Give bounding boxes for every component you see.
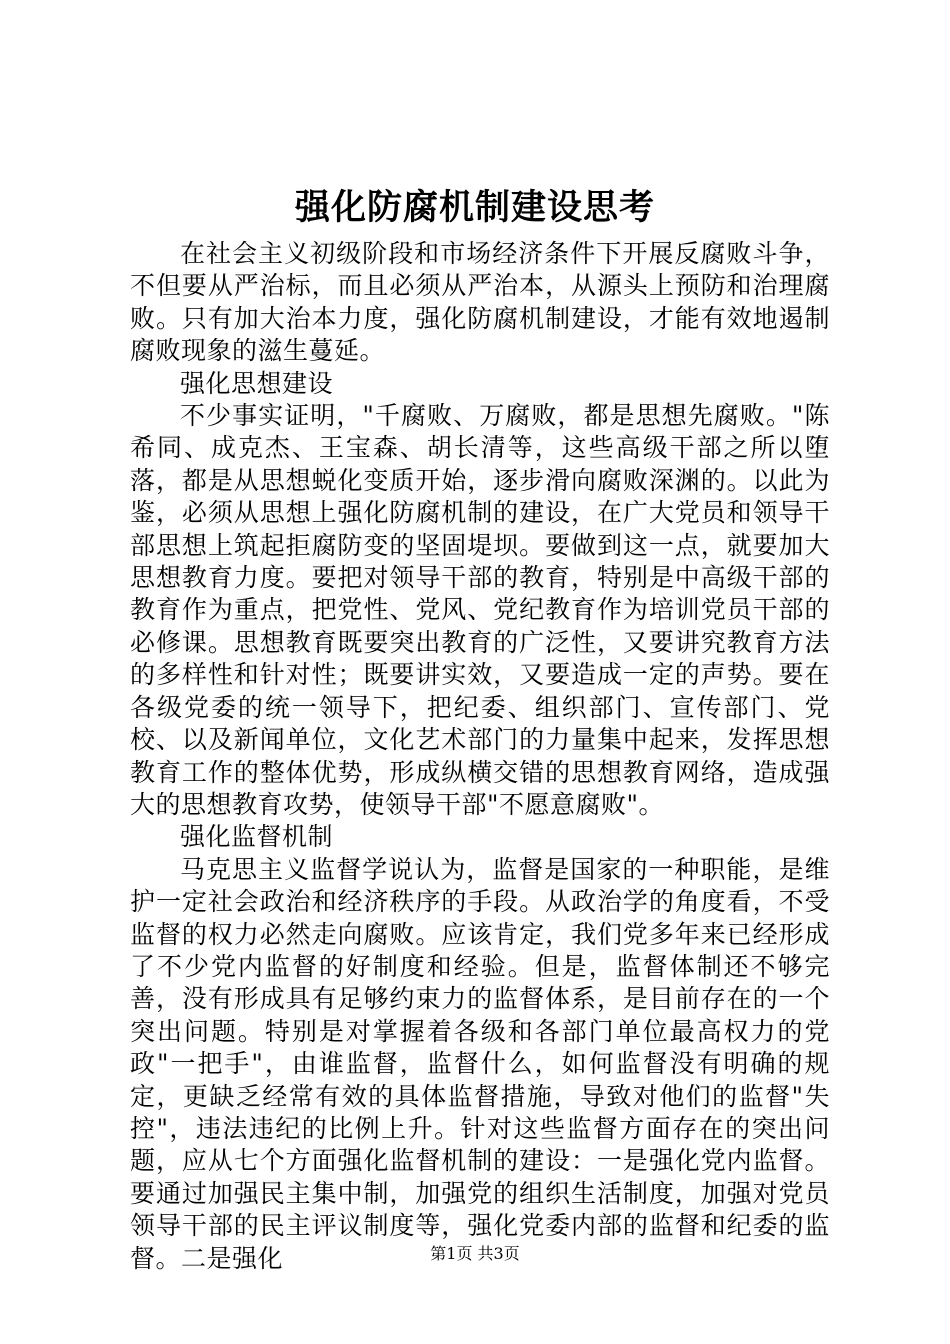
section-heading-thought: 强化思想建设 [180,368,334,398]
section-text-supervision: 马克思主义监督学说认为，监督是国家的一种职能，是维护一定社会政治和经济秩序的手段。从政治学的角度看，不受监督的权力必然走向腐败。应该肯定，我们党多年来已经形成了不少党内监督的好制度和经验。但是，监督体制还不够完善，没有形成具有足够约束力的监督体系，是目前存在的一个突出问题。特别是对掌握着各级和各部门单位最高权力的党政"一把手"，由谁监督，监督什么，如何监督没有明确的规定，更缺乏经常有效的具体监督措施，导致对他们的监督"失控"，违法违纪的比例上升。针对这些监督方面存在的突出问题，应从七个方面强化监督机制的建设：一是强化党内监督。要通过加强民主集中制，加强党的组织生活制度，加强对党员领导干部的民主评议制度等，强化党委内部的监督和纪委的监督。二是强化 [130,854,830,1273]
section-text-thought: 不少事实证明，"千腐败、万腐败，都是思想先腐败。"陈希同、成克杰、王宝森、胡长清等，这些高级干部之所以堕落，都是从思想蜕化变质开始，逐步滑向腐败深渊的。以此为鉴，必须从思想上强化防腐机制的建设，在广大党员和领导干部思想上筑起拒腐防变的坚固堤坝。要做到这一点，就要加大思想教育力度。要把对领导干部的教育，特别是中高级干部的教育作为重点，把党性、党风、党纪教育作为培训党员干部的必修课。思想教育既要突出教育的广泛性，又要讲究教育方法的多样性和针对性；既要讲实效，又要造成一定的声势。要在各级党委的统一领导下，把纪委、组织部门、宣传部门、党校、以及新闻单位，文化艺术部门的力量集中起来，发挥思想教育工作的整体优势，形成纵横交错的思想教育网络，造成强大的思想教育攻势，使领导干部"不愿意腐败"。 [130,401,830,819]
document-body [130,238,830,1275]
page-footer: 第1页 共3页 [430,1244,520,1263]
intro-paragraph: 在社会主义初级阶段和市场经济条件下开展反腐败斗争，不但要从严治标，而且必须从严治本，从源头上预防和治理腐败。只有加大治本力度，强化防腐机制建设，才能有效地遏制腐败现象的滋生蔓延。 [130,239,830,366]
document-title: 强化防腐机制建设思考 [294,187,655,228]
section-heading-supervision: 强化监督机制 [180,822,334,852]
